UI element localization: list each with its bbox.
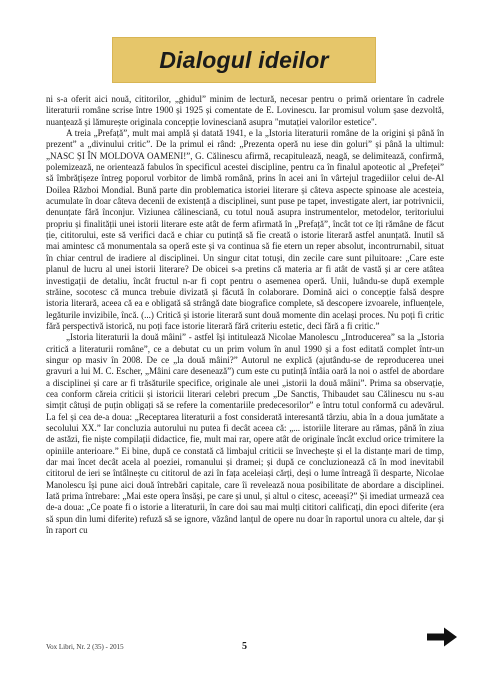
journal-issue: Vox Libri, Nr. 2 (35) - 2015: [46, 643, 124, 651]
article-paragraph: ni s-a oferit aici nouă, cititorilor, „ghidul” minim de lectură, necesar pentru o primă orientare în cadrele literaturii române scrise între 1900 și 1925 și comentate de E. Lovinescu. Iar promisul volum șase dezvoltă, nuanțează și lămurește originala concepție lovinesciană asupra "mutației valorilor estetice".: [46, 94, 444, 127]
article-paragraph: „Istoria literaturii la două mâini” - astfel își intitulează Nicolae Manolescu „Introducerea” sa la „Istoria critică a literaturii române”, ce a debutat cu un prim volum în anul 1990 și a fost editată complet într-un singur op masiv în 2008. De ce „la două mâini?” Autorul ne explică (ajutându-se de reproducerea unei gravuri a lui M. C. Escher, „Mâini care desenează”) cum este cu putință întâia oară la noi o astfel de abordare a disciplinei și care ar fi trăsăturile specifice, originale ale unei „istorii la două mâini”. Prima sa observație, cea conform căreia criticii și istoricii literari celebri precum „De Sanctis, Thibaudet sau Călinescu nu s-au simțit câtuși de puțin obligați să se refere la comentariile predecesorilor” e întru totul conformă cu adevărul. La fel și cea de-a doua: „Receptarea literaturii a fost considerată interesantă târziu, abia în a doua jumătate a secolului XX.” Iar concluzia autorului nu putea fi decât aceea că: „... istoriile literare au rămas, până în ziua de astăzi, fie niște compilații didactice, fie, mult mai rar, opere atât de originale încât exclud orice trimitere la opiniile anterioare.” Ei bine, după ce constată că limbajul criticii se învechește și el la distanțe mari de timp, dar mai încet decât acela al poeziei, romanului și dramei; și după ce concluzionează că în mod inevitabil cititorul de ieri se întâlnește cu cititorul de azi în fața aceleiași cărți, deși o lume întreagă îi desparte, Nicolae Manolescu își pune aici două întrebări capitale, care îi revelează noua posibilitate de abordare a disciplinei. Iată prima întrebare: „Mai este opera însăși, pe care și unul, și altul o citesc, aceeași?” Și imediat urmează cea de-a doua: „Ce poate fi o istorie a literaturii, în care doi sau mai mulți cititori calificați, din epoci diferite (era să spun din lumi diferite) refuză să se ignore, văzând lanțul de opere nu doar în raportul unora cu altele, dar și în raport cu: [46, 332, 444, 536]
article-paragraph: A treia „Prefață”, mult mai amplă și datată 1941, e la „Istoria literaturii române de la origini și până în prezent” a „divinului critic”. De la primul ei rând: „Prezenta operă nu iese din goluri” și până la ultimul: „NASC ȘI ÎN MOLDOVA OAMENI!”, G. Călinescu afirmă, recapitulează, neagă, se delimitează, confirmă, polemizează, ne orientează fabulos în specificul acestei discipline, pentru ca în finalul apoteotic al „Prefeței” să îmbrățișeze întreg poporul vorbitor de limbă română, prins în acei ani în vârtejul tragediilor celui de-Al Doilea Război Mondial. Bună parte din problematica istoriei literare și câteva aspecte spinoase ale acesteia, acumulate în doar câteva decenii de existență a disciplinei, sunt puse pe tapet, investigate alert, iar potrivnicii, denunțate fără înconjur. Viziunea călinesciană, cu totul nouă asupra instrumentelor, metodelor, teritoriului propriu și finalității unei istorii literare este atât de ferm afirmată în „Prefață”, încât tot ce îți rămâne de făcut ție, cititorului, este să verifici dacă e chiar cu putință să fie creată o istorie literară astfel anunțată. Inutil să mai amintesc că monumentala sa operă este și va continua să fie etern un reper absolut, incontrurnabil, situat în chiar centrul de iradiere al disciplinei. Un singur citat totuși, din zecile care sunt piluitoare: „Care este planul de lucru al unei istorii literare? De obicei s-a pretins că materia ar fi atât de vastă și ar cere atâtea investigații de detaliu, încât fructul n-ar fi copt pentru o asemenea operă. Unii, luându-se după exemple străine, socotesc că munca trebuie divizată și făcută în colaborare. Domină aici o concepție falsă despre istoria literară, aceea că ea e obligată să strângă date biografice complete, să descopere izvoarele, influențele, legăturile invizibile, încă. (...) Critică și istorie literară sunt două momente din același proces. Nu poți fi critic fără perspectivă istorică, nu poți face istorie literară fără criteriu estetic, deci fără a fi critic.”: [46, 128, 444, 331]
page-footer: [46, 641, 444, 655]
arrow-right-icon[interactable]: [426, 626, 458, 648]
article-body: [46, 94, 444, 639]
section-title: Dialogul ideilor: [159, 46, 329, 73]
section-banner: [113, 38, 375, 82]
page-number: 5: [242, 641, 247, 652]
